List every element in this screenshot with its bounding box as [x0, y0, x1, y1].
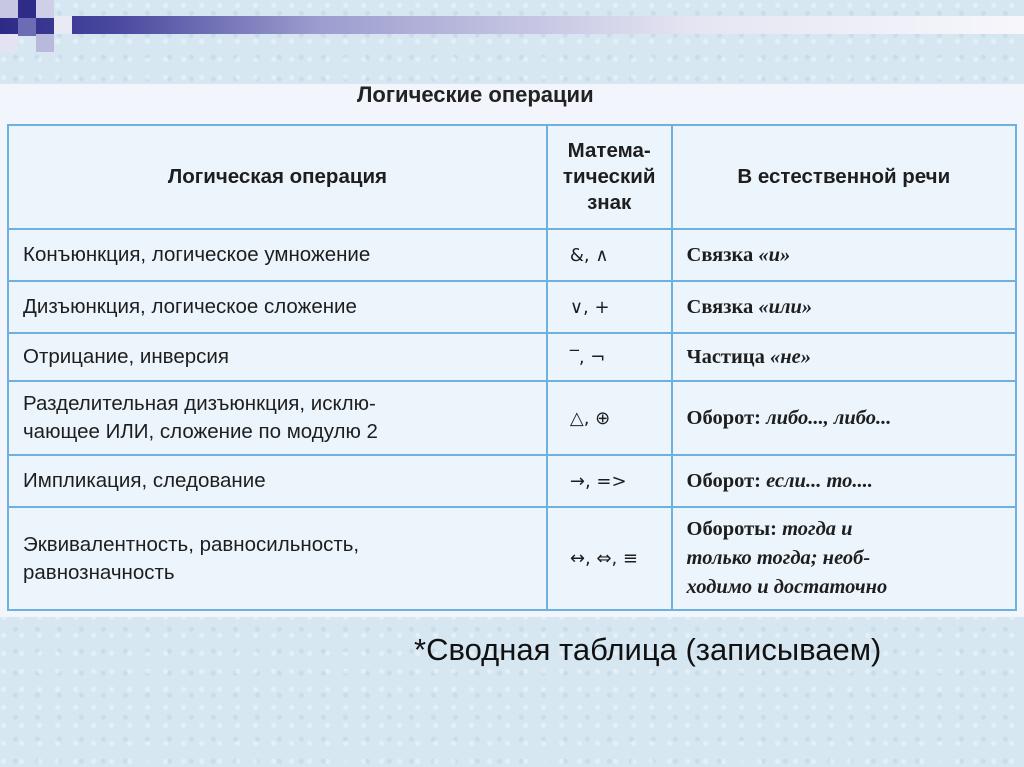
header-natural: В естественной речи [672, 125, 1016, 229]
decor-square [18, 0, 36, 18]
natural-prefix: Оборот: [686, 469, 767, 492]
table-row [8, 507, 1016, 610]
cell-natural [672, 333, 1016, 381]
natural-italic: «не» [770, 345, 811, 368]
natural-italic: либо..., либо... [766, 406, 892, 429]
table-row [8, 281, 1016, 333]
cell-sign: ∨, + [547, 281, 672, 333]
natural-italic: «или» [758, 295, 813, 318]
decor-square [36, 34, 54, 52]
cell-operation: Эквивалентность, равносильность, равнозначность [8, 507, 547, 610]
cell-natural [672, 455, 1016, 507]
cell-natural [672, 229, 1016, 281]
table-row [8, 333, 1016, 381]
header-sign: Матема- тический знак [547, 125, 672, 229]
cell-operation: Импликация, следование [8, 455, 547, 507]
natural-prefix: Связка [686, 243, 759, 266]
top-gradient-bar [0, 16, 1024, 34]
cell-sign: →, => [547, 455, 672, 507]
cell-operation: Разделительная дизъюнкция, исклю- чающее ИЛИ, сложение по модулю 2 [8, 381, 547, 455]
decor-square [18, 18, 36, 36]
decor-square [0, 34, 18, 52]
cell-natural [672, 381, 1016, 455]
header-operation: Логическая операция [8, 125, 547, 229]
table-title-text: Логические операции [357, 82, 594, 107]
table-title [0, 84, 1024, 122]
cell-natural [672, 507, 1016, 610]
natural-italic: «и» [758, 243, 791, 266]
logic-operations-table [7, 124, 1017, 611]
table-row [8, 381, 1016, 455]
cell-sign: ‾, ¬ [547, 333, 672, 381]
cell-sign: &, ∧ [547, 229, 672, 281]
natural-prefix: Обороты: [686, 518, 783, 540]
cell-operation: Отрицание, инверсия [8, 333, 547, 381]
natural-prefix: Оборот: [686, 406, 767, 429]
decor-square [54, 16, 72, 34]
cell-operation: Дизъюнкция, логическое сложение [8, 281, 547, 333]
cell-sign: ↔, ⇔, ≡ [547, 507, 672, 610]
cell-sign: △, ⊕ [547, 381, 672, 455]
table-row [8, 455, 1016, 507]
table-row [8, 229, 1016, 281]
table-header-row [8, 125, 1016, 229]
slide-caption: *Сводная таблица (записываем) [414, 632, 882, 667]
natural-prefix: Связка [686, 295, 759, 318]
cell-operation: Конъюнкция, логическое умножение [8, 229, 547, 281]
natural-prefix: Частица [686, 345, 770, 368]
natural-italic: тогда и только тогда; необ- ходимо и достаточно [686, 518, 888, 598]
decor-square [0, 0, 18, 18]
decor-square [36, 0, 54, 18]
cell-natural [672, 281, 1016, 333]
natural-italic: если... то.... [766, 469, 873, 492]
